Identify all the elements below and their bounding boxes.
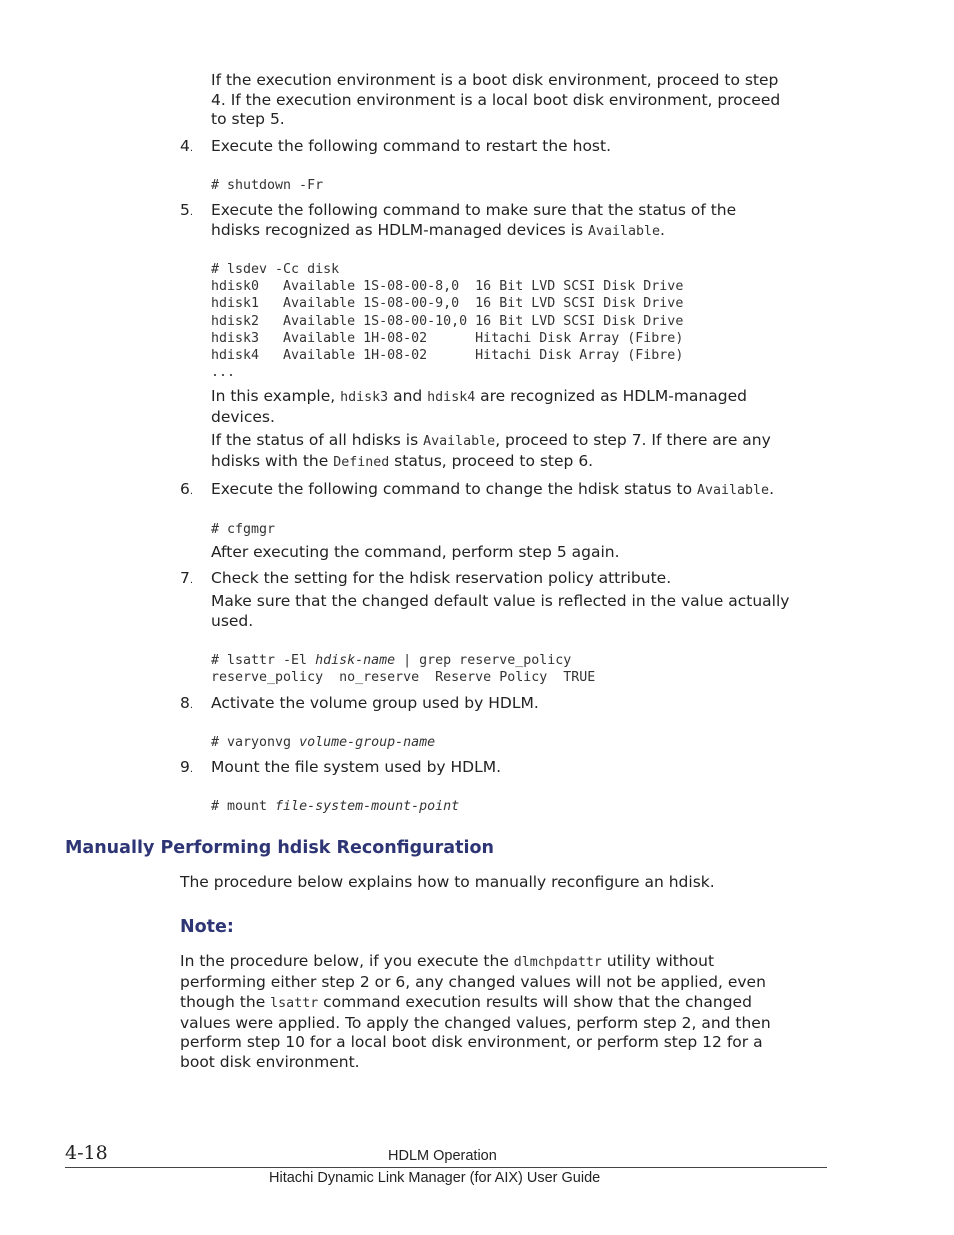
inline-code-dlmchpdattr: dlmchpdattr [513,955,602,970]
footer-chapter: HDLM Operation [388,1148,497,1164]
section-heading: Manually Performing hdisk Reconfiguration [65,838,494,858]
inline-code-available-3: Available [697,483,770,498]
step-8-number: 8 . [180,693,193,716]
lsattr-code-line-1 [211,652,571,669]
note-line-6: boot disk environment. [180,1053,360,1071]
intro-line-1: If the execution environment is a boot disk environment, proceed to step [211,71,779,89]
note-l1-a: In the procedure below, if you execute the [180,952,514,970]
step-5-status-line-1 [211,430,771,452]
mount-code-a: # mount [211,799,276,814]
varyonvg-code-variable: volume-group-name [299,735,436,750]
step-5-line-2-end: . [660,221,665,239]
step-7-number: 7 . [180,568,193,591]
status-text-a: If the status of all hdisks is [211,431,424,449]
example-text-b: and [388,387,428,405]
footer-book-title: Hitachi Dynamic Link Manager (for AIX) User Guide [269,1170,601,1186]
note-l1-b: utility without [601,952,715,970]
example-text-a: In this example, [211,387,341,405]
step-6-number: 6 . [180,479,193,502]
step-5-example-line-1 [211,386,747,408]
inline-code-hdisk4: hdisk4 [427,390,476,405]
note-line-4: values were applied. To apply the changed values, perform step 2, and then [180,1014,771,1032]
lsdev-output-code: # lsdev -Cc disk hdisk0 Available 1S-08-00-8,0 16 Bit LVD SCSI Disk Drive hdisk1 Available 1S-08-00-9,0 16 Bit LVD SCSI Disk Drive hdisk2 Available 1S-08-00-10,0 16 Bit LVD SCSI Disk Drive hdisk3 Available 1H-08-02 Hitachi Disk Array (Fibre) hdisk4 Available 1H-08-02 Hitachi Disk Array (Fibre) ... [211,262,684,381]
step-5-line-2 [211,220,665,242]
cfgmgr-code: # cfgmgr [211,522,276,537]
mount-code-variable: file-system-mount-point [275,799,460,814]
note-line-3 [180,992,752,1014]
step-8-text: Activate the volume group used by HDLM. [211,694,539,712]
step-5-example-line-2: devices. [211,408,275,426]
lsattr-code-variable: hdisk-name [315,653,396,668]
mount-code [211,798,459,815]
status2-text-b: status, proceed to step 6. [389,452,594,470]
note-line-5: perform step 10 for a local boot disk environment, or perform step 12 for a [180,1033,763,1051]
status2-text-a: hdisks with the [211,452,334,470]
step-7-text: Check the setting for the hdisk reservation policy attribute. [211,569,672,587]
varyonvg-code-a: # varyonvg [211,735,300,750]
step-4-number: 4 . [180,136,193,159]
varyonvg-code [211,734,435,751]
step-5-number: 5 . [180,200,193,223]
inline-code-available-2: Available [423,434,496,449]
note-label: Note: [180,917,234,937]
inline-code-defined: Defined [333,455,390,470]
step-4-text: Execute the following command to restart the host. [211,137,612,155]
step-4-code: # shutdown -Fr [211,178,324,193]
inline-code-available: Available [587,224,661,239]
note-l3-a: though the [180,993,271,1011]
section-intro: The procedure below explains how to manually reconfigure an hdisk. [180,873,715,891]
lsattr-code-line-2: reserve_policy no_reserve Reserve Policy TRUE [211,670,596,685]
note-line-1 [180,951,714,973]
note-line-2: performing either step 2 or 6, any changed values will not be applied, even [180,973,766,991]
step-5-status-line-2 [211,451,593,473]
page-number: 4-18 [65,1142,108,1164]
step-6-text-end: . [769,480,774,498]
lsattr-code-a: # lsattr -El [211,653,316,668]
intro-line-2: 4. If the execution environment is a local boot disk environment, proceed [211,91,781,109]
inline-code-lsattr: lsattr [270,996,319,1011]
step-7-line-2: Make sure that the changed default value is reflected in the value actually [211,592,790,610]
step-9-number: 9 . [180,757,193,780]
footer-divider [65,1167,827,1168]
status-text-b: , proceed to step 7. If there are any [495,431,771,449]
inline-code-hdisk3: hdisk3 [340,390,389,405]
step-6-text-main: Execute the following command to change the hdisk status to [211,480,697,498]
intro-line-3: to step 5. [211,110,285,128]
note-l3-b: command execution results will show that the changed [318,993,752,1011]
step-7-line-3: used. [211,612,254,630]
step-5-line-1: Execute the following command to make sure that the status of the [211,201,737,219]
lsattr-code-b: | grep reserve_policy [395,653,572,668]
example-text-c: are recognized as HDLM-managed [475,387,747,405]
step-6-text [211,479,774,501]
step-5-line-2-text: hdisks recognized as HDLM-managed devices is [211,221,588,239]
step-6-after: After executing the command, perform step 5 again. [211,543,620,561]
step-9-text: Mount the file system used by HDLM. [211,758,502,776]
